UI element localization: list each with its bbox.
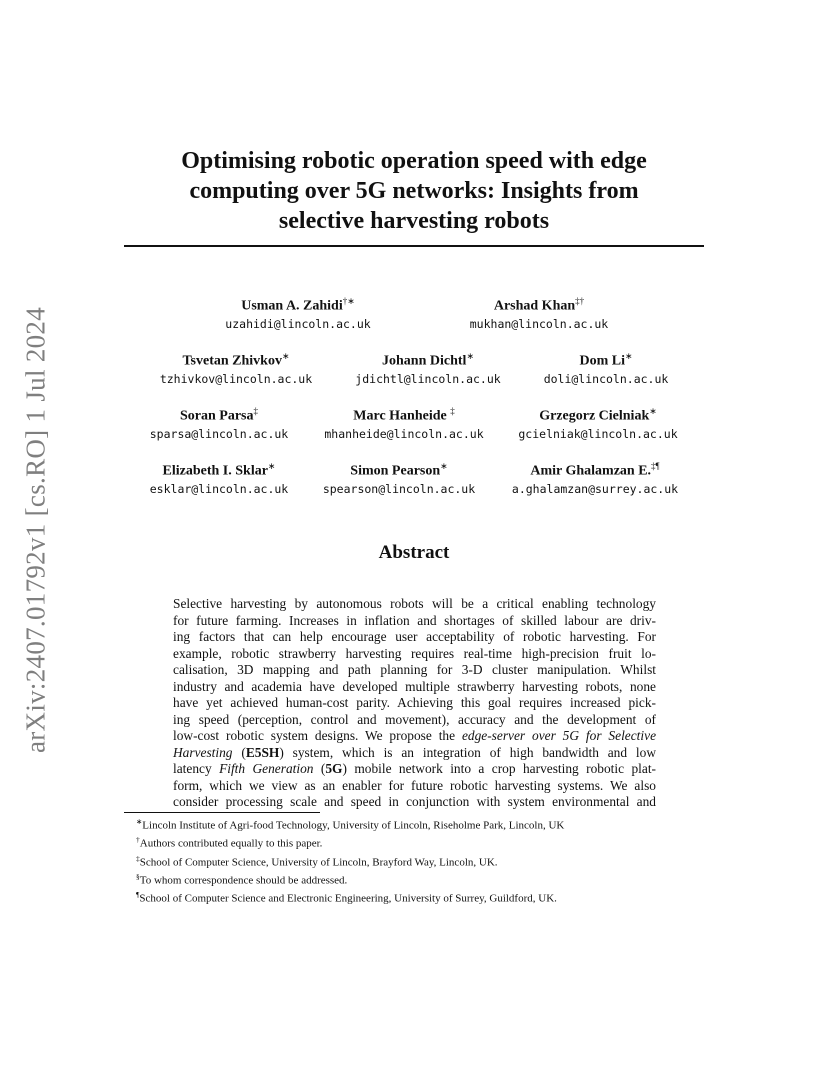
author-email[interactable]: mukhan@lincoln.ac.uk <box>469 316 609 331</box>
abstract-body <box>173 596 656 811</box>
author-email[interactable]: spearson@lincoln.ac.uk <box>322 481 476 496</box>
author-block: Grzegorz Cielniak∗ gcielniak@lincoln.ac.uk <box>518 406 678 441</box>
abstract-line: consider processing scale and speed in conjunction with system environmental and <box>173 794 656 809</box>
footnote: ¶School of Computer Science and Electronic Engineering, University of Surrey, Guildford, UK. <box>136 890 557 905</box>
abstract-line: example, robotic strawberry harvesting requires real-time high-precision fruit lo- <box>173 645 656 661</box>
author-block: Elizabeth I. Sklar∗ esklar@lincoln.ac.uk <box>149 461 289 496</box>
author-block: Johann Dichtl∗ jdichtl@lincoln.ac.uk <box>355 351 501 386</box>
abstract-line: Selective harvesting by autonomous robots will be a critical enabling technology <box>173 596 656 611</box>
footnote: §To whom correspondence should be addressed. <box>136 871 348 887</box>
abstract-line: ing speed (perception, control and movement), accuracy and the development of <box>173 711 656 727</box>
footnote: †Authors contributed equally to this paper. <box>136 835 323 850</box>
arxiv-identifier: arXiv:2407.01792v1 [cs.RO] 1 Jul 2024 <box>20 306 51 754</box>
author-email[interactable]: a.ghalamzan@surrey.ac.uk <box>511 481 679 496</box>
footnote: ‡School of Computer Science, University of Lincoln, Brayford Way, Lincoln, UK. <box>136 853 498 869</box>
title-line: Optimising robotic operation speed with edge <box>181 148 647 174</box>
footnote: ∗Lincoln Institute of Agri-food Technology, University of Lincoln, Riseholme Park, Lincoln, UK <box>136 817 565 832</box>
author-block: Dom Li∗ doli@lincoln.ac.uk <box>543 351 669 386</box>
abstract-line: ing factors that can help encourage user acceptability of robotic harvesting. For <box>173 629 656 644</box>
abstract-line: calisation, 3D mapping and path planning for 3-D cluster manipulation. Whilst <box>173 662 656 677</box>
title-line: selective harvesting robots <box>278 208 550 234</box>
author-email[interactable]: esklar@lincoln.ac.uk <box>149 481 289 496</box>
author-email[interactable]: tzhivkov@lincoln.ac.uk <box>159 371 313 386</box>
author-email[interactable]: doli@lincoln.ac.uk <box>543 371 669 386</box>
author-block: Arshad Khan‡† mukhan@lincoln.ac.uk <box>469 296 609 331</box>
footnote-rule <box>124 812 320 813</box>
author-block: Soran Parsa‡ sparsa@lincoln.ac.uk <box>149 406 289 441</box>
abstract-line: Harvesting (E5SH) system, which is an integration of high bandwidth and low <box>173 744 656 760</box>
abstract-line: form, which we view as an enabler for future robotic harvesting systems. We also <box>173 777 656 793</box>
title-rule <box>124 245 704 247</box>
author-block: Usman A. Zahidi†∗ uzahidi@lincoln.ac.uk <box>225 296 371 331</box>
author-email[interactable]: jdichtl@lincoln.ac.uk <box>355 371 501 386</box>
author-block: Simon Pearson∗ spearson@lincoln.ac.uk <box>322 461 476 496</box>
footnotes <box>136 815 564 906</box>
author-email[interactable]: sparsa@lincoln.ac.uk <box>149 426 289 441</box>
paper-title <box>124 146 704 236</box>
author-email[interactable]: mhanheide@lincoln.ac.uk <box>324 426 484 441</box>
abstract-line: low-cost robotic system designs. We propose the edge-server over 5G for Selective <box>173 728 657 743</box>
author-block: Marc Hanheide ‡ mhanheide@lincoln.ac.uk <box>324 406 484 441</box>
abstract-line: have yet achieved human-cost parity. Achieving this goal requires increased pick- <box>173 695 656 710</box>
abstract-line: industry and academia have developed multiple strawberry harvesting robots, none <box>173 678 656 694</box>
title-line: computing over 5G networks: Insights from <box>189 178 639 204</box>
author-email[interactable]: gcielniak@lincoln.ac.uk <box>518 426 678 441</box>
author-block: Amir Ghalamzan E.‡¶ a.ghalamzan@surrey.ac.uk <box>511 461 679 496</box>
abstract-heading: Abstract <box>378 542 450 563</box>
author-email[interactable]: uzahidi@lincoln.ac.uk <box>225 316 371 331</box>
author-block: Tsvetan Zhivkov∗ tzhivkov@lincoln.ac.uk <box>159 351 313 386</box>
abstract-line: latency Fifth Generation (5G) mobile network into a crop harvesting robotic plat- <box>173 761 657 776</box>
abstract-line: for future farming. Increases in inflation and shortages of skilled labour are driv- <box>173 612 656 628</box>
